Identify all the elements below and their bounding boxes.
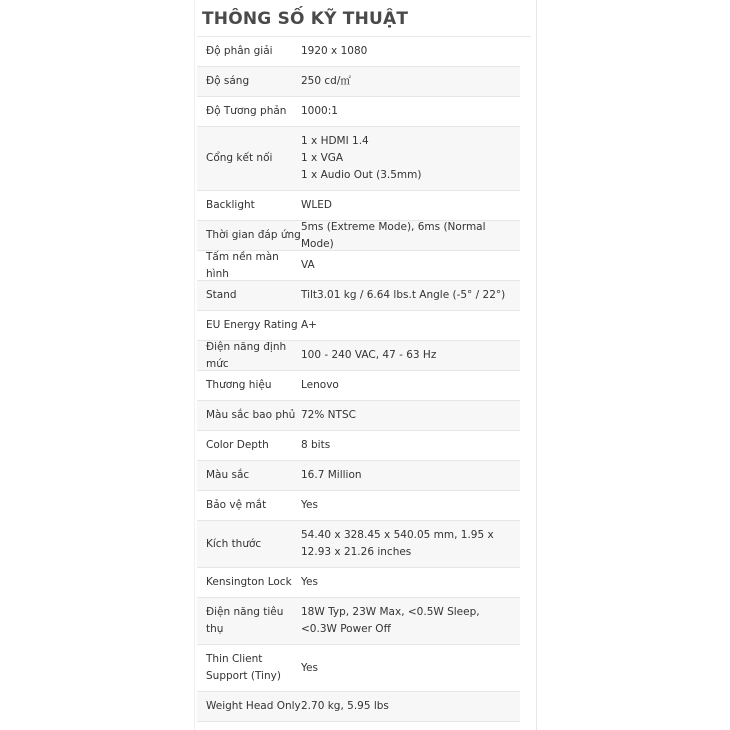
left-divider	[194, 0, 195, 730]
spec-row	[197, 311, 520, 341]
spec-value-line: Yes	[301, 499, 318, 511]
spec-value-line: 5ms (Extreme Mode), 6ms (Normal Mode)	[301, 220, 486, 250]
spec-value	[301, 43, 520, 60]
spec-label: Stand	[206, 289, 237, 301]
spec-row	[197, 692, 520, 722]
spec-label: Điện năng định mức	[206, 340, 287, 370]
spec-value-line: 54.40 x 328.45 x 540.05 mm, 1.95 x 12.93 x 21.26 inches	[301, 529, 494, 558]
spec-value-line: 18W Typ, 23W Max, <0.5W Sleep, <0.3W Power Off	[301, 606, 480, 635]
spec-value	[301, 219, 520, 253]
spec-row	[197, 251, 520, 281]
spec-label: Weight Head Only	[206, 700, 301, 712]
right-divider	[536, 0, 537, 730]
spec-value	[301, 527, 520, 561]
spec-value	[301, 437, 520, 454]
spec-label: Color Depth	[206, 439, 269, 451]
spec-value-line: Lenovo	[301, 379, 339, 391]
spec-value-line: 72% NTSC	[301, 409, 356, 421]
spec-label: Tấm nền màn hình	[206, 250, 279, 280]
spec-value-line: 1000:1	[301, 105, 338, 117]
spec-value	[301, 347, 520, 364]
spec-value	[301, 103, 520, 120]
spec-value-line: 1920 x 1080	[301, 45, 368, 57]
spec-value	[301, 287, 520, 304]
spec-value-line: A+	[301, 319, 317, 331]
spec-label: Điện năng tiêu thụ	[206, 606, 284, 635]
spec-value	[301, 497, 520, 514]
spec-value	[301, 467, 520, 484]
spec-value-line: 1 x VGA	[301, 152, 344, 164]
spec-value-line: 1 x Audio Out (3.5mm)	[301, 169, 422, 181]
spec-value-line: Yes	[301, 576, 318, 588]
spec-label: Kích thước	[206, 537, 262, 550]
spec-label: Độ phân giải	[206, 45, 273, 57]
spec-value	[301, 197, 520, 214]
spec-row	[197, 461, 520, 491]
spec-label: Màu sắc	[206, 469, 250, 481]
spec-label: Độ Tương phản	[206, 105, 287, 117]
spec-value	[301, 377, 520, 394]
spec-label: Thời gian đáp ứng	[206, 229, 301, 241]
spec-row	[197, 568, 520, 598]
spec-value	[301, 698, 520, 715]
spec-row	[197, 598, 520, 645]
spec-label: Thin Client Support (Tiny)	[206, 653, 281, 682]
spec-label: Bảo vệ mắt	[206, 499, 267, 511]
spec-label: Kensington Lock	[206, 576, 292, 588]
spec-value-line: 8 bits	[301, 439, 331, 451]
spec-value-line: 100 - 240 VAC, 47 - 63 Hz	[301, 349, 437, 361]
spec-value	[301, 257, 520, 274]
spec-row	[197, 401, 520, 431]
spec-label: EU Energy Rating	[206, 319, 298, 331]
spec-row	[197, 67, 520, 97]
spec-value	[301, 317, 520, 334]
spec-row	[197, 37, 520, 67]
page-title: THÔNG SỐ KỸ THUẬT	[202, 9, 409, 29]
spec-row	[197, 371, 520, 401]
spec-value-line: Yes	[301, 661, 318, 674]
spec-value-line: 2.70 kg, 5.95 lbs	[301, 700, 389, 712]
spec-value	[301, 660, 520, 677]
spec-row	[197, 341, 520, 371]
spec-value-line: WLED	[301, 199, 332, 211]
spec-row	[197, 431, 520, 461]
spec-value-line: 16.7 Million	[301, 469, 362, 481]
spec-row	[197, 645, 520, 692]
spec-value-line: VA	[301, 259, 315, 271]
spec-row	[197, 221, 520, 251]
spec-value	[301, 604, 520, 638]
spec-label: Màu sắc bao phủ	[206, 409, 296, 421]
spec-row	[197, 191, 520, 221]
spec-label: Thương hiệu	[206, 379, 272, 391]
spec-value-line: 1 x HDMI 1.4	[301, 135, 369, 147]
spec-value	[301, 574, 520, 591]
spec-row	[197, 97, 520, 127]
spec-row	[197, 491, 520, 521]
spec-value-line: Tilt3.01 kg / 6.64 lbs.t Angle (-5° / 22°)	[301, 289, 506, 301]
spec-row	[197, 521, 520, 568]
spec-label: Backlight	[206, 199, 255, 211]
spec-value	[301, 73, 520, 90]
spec-row	[197, 281, 520, 311]
spec-label: Cổng kết nối	[206, 152, 273, 164]
spec-label: Độ sáng	[206, 75, 250, 87]
spec-row	[197, 127, 520, 191]
spec-value-line: 250 cd/㎡	[301, 75, 351, 87]
spec-value	[301, 407, 520, 424]
spec-table	[197, 37, 520, 722]
spec-value	[301, 133, 520, 184]
